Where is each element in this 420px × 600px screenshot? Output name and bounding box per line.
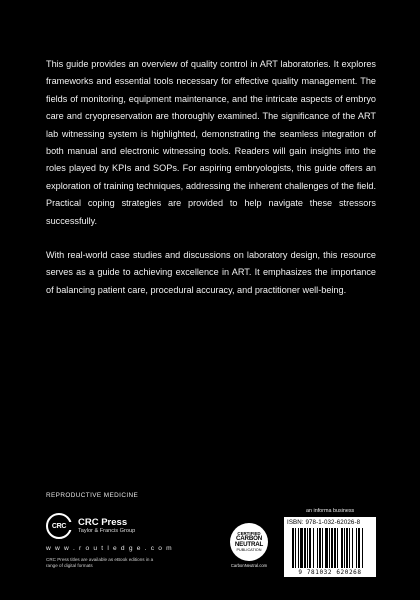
barcode-bar (329, 528, 330, 568)
barcode-bar (313, 528, 314, 568)
blurb-paragraph-1: This guide provides an overview of quality control in ART laboratories. It explores frameworks and essential tools necessary for effective quality management. The fields of monitoring, equipment maintenance, and the intricate aspects of embryo care and cryopreservation are thoroughly examined. The significance of the ART lab witnessing system is highlighted, demonstrating the seamless integration of both manual and electronic witnessing tools. Readers will gain insights into the roles played by KPIs and SOPs. For aspiring embryologists, this guide offers an exploration of training techniques, addressing the inherent challenges of the field. Practical coping strategies are provided to help navigate these stressors successfully. (46, 59, 376, 226)
barcode-bar (319, 528, 321, 568)
barcode-bar (352, 528, 353, 568)
carbon-text: CARBON (236, 534, 262, 542)
blurb-paragraph-2: With real-world case studies and discussions on laboratory design, this resource serves as a guide to achieving excellence in ART. It emphasizes the importance of balancing patient care, procedural accuracy, and practitioner well-being. (46, 250, 376, 295)
barcode-bar (304, 528, 306, 568)
isbn-barcode (284, 517, 376, 577)
publisher-name: CRC Press (78, 517, 128, 528)
carbon-publication-text: PUBLICATION (236, 548, 262, 553)
publisher-url: w w w . r o u t l e d g e . c o m (46, 545, 173, 552)
barcode-bar (331, 528, 333, 568)
barcode-bar (337, 528, 338, 568)
barcode-bar (356, 528, 357, 568)
barcode-bar (341, 528, 343, 568)
back-cover-blurb (46, 56, 376, 316)
ebook-note: CRC Press titles are available as eBook editions in a range of digital formats (46, 557, 154, 568)
barcode-bar (317, 528, 318, 568)
publisher-group: Taylor & Francis Group (78, 528, 136, 534)
carbon-neutral-logo-icon (230, 523, 268, 561)
barcode-bar (295, 528, 296, 568)
carbon-certified-text: CERTIFIED (237, 530, 261, 536)
subject-category: REPRODUCTIVE MEDICINE (46, 492, 139, 499)
barcode-bar (325, 528, 328, 568)
neutral-text: NEUTRAL (234, 541, 264, 548)
crc-press-logo-icon: CRC (46, 513, 72, 539)
barcode-bar (334, 528, 336, 568)
barcode-bar (344, 528, 345, 568)
isbn-text: ISBN: 978-1-032-62026-8 (287, 519, 361, 526)
barcode-bar (307, 528, 308, 568)
carbon-neutral-badge (226, 523, 272, 568)
barcode-bar (298, 528, 299, 568)
informa-tagline: an informa business (306, 508, 355, 514)
publisher-block (46, 513, 196, 569)
barcode-bar (349, 528, 350, 568)
barcode-icon (292, 528, 368, 568)
barcode-bar (362, 528, 363, 568)
barcode-bar (309, 528, 311, 568)
barcode-bar (346, 528, 348, 568)
barcode-bar (300, 528, 303, 568)
barcode-bar (322, 528, 323, 568)
barcode-number: 9 781032 620268 (298, 569, 362, 576)
carbon-neutral-site: CarbonNeutral.com (230, 563, 268, 568)
barcode-bar (358, 528, 360, 568)
barcode-bar (292, 528, 294, 568)
